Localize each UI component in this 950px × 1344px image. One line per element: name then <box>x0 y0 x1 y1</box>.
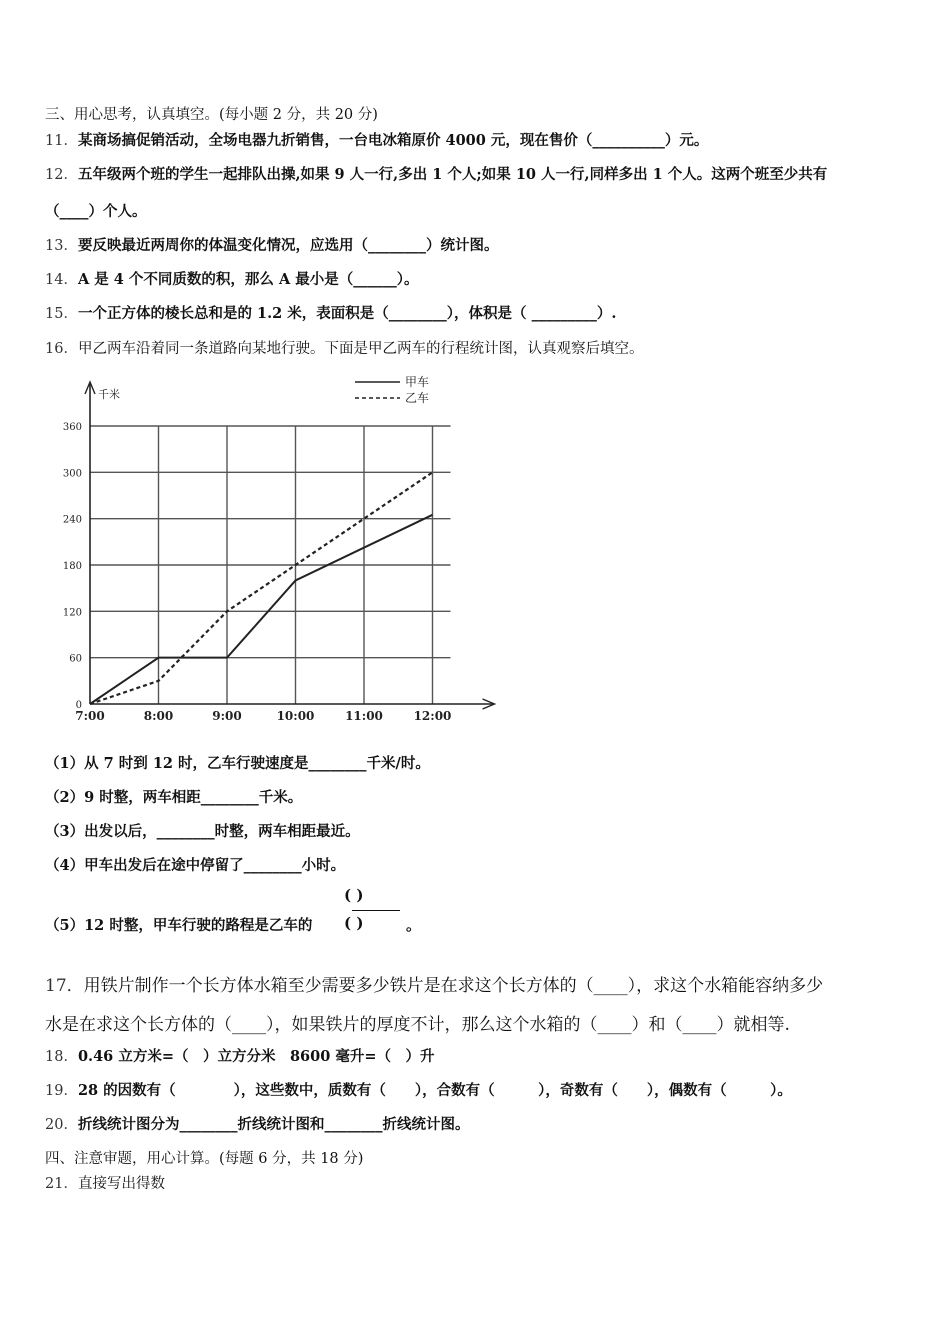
chart-grid <box>90 426 451 704</box>
section4-title: 四、注意审题，用心计算。(每题 6 分，共 18 分) <box>45 1151 364 1167</box>
section3-title: 三、用心思考，认真填空。(每小题 2 分，共 20 分) <box>45 107 378 123</box>
travel-line-chart <box>45 370 505 732</box>
legend-label: 甲车 <box>405 375 430 389</box>
question-14 <box>45 268 419 289</box>
question-number: 19． <box>45 1083 78 1099</box>
question-21 <box>45 1172 165 1193</box>
question-text: 直接写出得数 <box>77 1176 165 1192</box>
x-tick-label: 11:00 <box>345 709 383 723</box>
y-tick-label: 60 <box>69 653 82 665</box>
x-tick-label: 9:00 <box>212 709 242 723</box>
question-text: 甲乙两车沿着同一条道路向某地行驶。下面是甲乙两车的行程统计图，认真观察后填空。 <box>77 341 644 357</box>
question-text: 五年级两个班的学生一起排队出操,如果 9 人一行,多出 1 个人;如果 10 人一行,同样多出 1 个人。这两个班至少共有 <box>77 166 828 183</box>
q16-sub-1: （1）从 7 时到 12 时，乙车行驶速度是________千米/时。 <box>45 755 430 772</box>
question-20 <box>45 1113 469 1134</box>
question-12 <box>45 163 827 184</box>
question-16 <box>45 337 643 358</box>
y-tick-label: 360 <box>62 422 82 433</box>
question-number: 13． <box>45 238 78 254</box>
question-number: 20． <box>45 1117 78 1133</box>
x-tick-label: 8:00 <box>143 709 174 723</box>
fraction-end: 。 <box>406 916 422 934</box>
question-18 <box>45 1045 435 1066</box>
q16-sub-4: （4）甲车出发后在途中停留了________小时。 <box>45 857 346 874</box>
q16-sub-2: （2）9 时整，两车相距________千米。 <box>45 789 303 806</box>
question-text: A 是 4 个不同质数的积，那么 A 最小是（______）。 <box>77 271 419 288</box>
question-number: 15． <box>45 306 78 322</box>
question-number: 18． <box>45 1049 78 1065</box>
question-number: 11． <box>45 133 78 149</box>
question-number: 14． <box>45 272 78 288</box>
question-text: 折线统计图分为________折线统计图和________折线统计图。 <box>77 1116 470 1133</box>
q16-sub-3: （3）出发以后，________时整，两车相距最近。 <box>45 823 360 840</box>
question-text: 一个正方体的棱长总和是的 1.2 米，表面积是（________），体积是（ _________）. <box>77 305 617 322</box>
chart-ticks <box>63 387 452 723</box>
x-tick-label: 12:00 <box>413 709 452 723</box>
question-text: 某商场搞促销活动，全场电器九折销售，一台电冰箱原价 4000 元，现在售价（__________）元。 <box>77 132 709 149</box>
y-tick-label: 120 <box>62 607 82 619</box>
series-line-jia <box>90 515 433 704</box>
question-12-cont: （____）个人。 <box>45 203 147 220</box>
y-tick-label: 300 <box>62 468 82 480</box>
fraction-bar <box>352 910 400 911</box>
y-axis-label: 千米 <box>98 388 120 401</box>
y-tick-label: 180 <box>62 561 82 572</box>
question-15 <box>45 302 616 323</box>
question-number: 12． <box>45 167 78 183</box>
x-tick-label: 7:00 <box>75 709 105 723</box>
question-text: 用铁片制作一个长方体水箱至少需要多少铁片是在求这个长方体的（____），求这个水箱能容纳多少 <box>83 976 824 996</box>
question-17 <box>45 971 823 996</box>
question-text: 0.46 立方米=（ ）立方分米 8600 毫升=（ ）升 <box>77 1048 435 1065</box>
chart-legend <box>355 375 429 405</box>
chart-series <box>90 472 433 704</box>
q16-sub-5: （5）12 时整，甲车行驶的路程是乙车的 <box>45 917 313 934</box>
question-13 <box>45 234 498 255</box>
x-tick-label: 10:00 <box>276 709 315 723</box>
fraction-denominator: ( ) <box>344 914 364 932</box>
question-17-cont: 水是在求这个长方体的（____），如果铁片的厚度不计，那么这个水箱的（____）和（____）就相等. <box>45 1015 790 1035</box>
question-number: 21． <box>45 1176 78 1192</box>
question-number: 16． <box>45 341 78 357</box>
question-19 <box>45 1079 792 1100</box>
question-text: 28 的因数有（ ），这些数中，质数有（ ），合数有（ ），奇数有（ ），偶数有（ ）。 <box>77 1082 792 1099</box>
question-number: 17． <box>45 976 84 996</box>
fraction-numerator: ( ) <box>344 886 364 904</box>
legend-label: 乙车 <box>405 391 430 405</box>
y-tick-label: 240 <box>62 514 82 526</box>
question-11 <box>45 129 708 150</box>
question-text: 要反映最近两周你的体温变化情况，应选用（________）统计图。 <box>77 237 499 254</box>
y-tick-label: 0 <box>75 700 82 711</box>
